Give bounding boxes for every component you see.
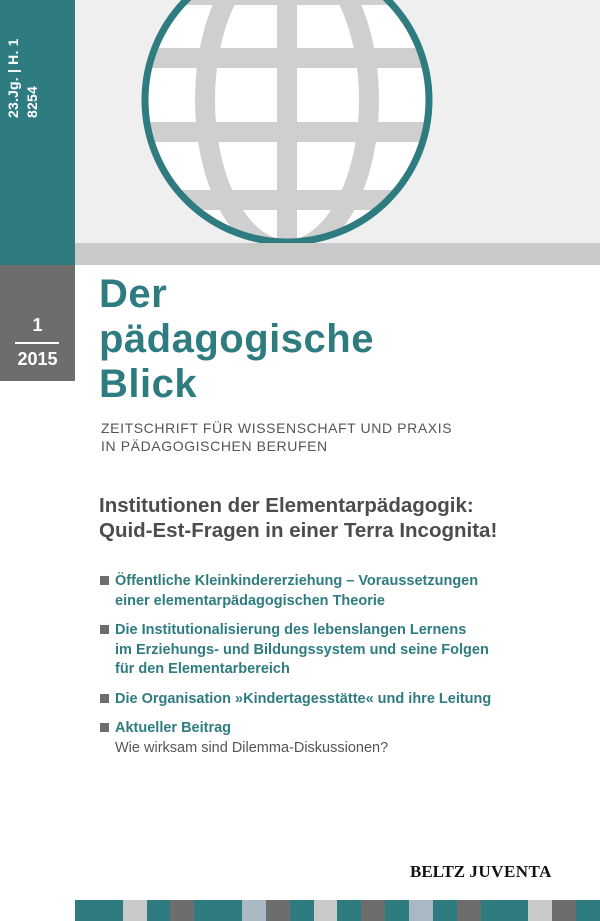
banner-divider	[75, 243, 600, 265]
issue-box	[0, 265, 75, 381]
color-bar-segment	[123, 900, 147, 921]
subtitle-line: IN PÄDAGOGISCHEN BERUFEN	[101, 438, 328, 454]
color-bar-segment	[552, 900, 576, 921]
color-bar-segment	[337, 900, 361, 921]
toc-item	[99, 690, 579, 710]
color-bar-segment	[75, 900, 99, 921]
color-bar-segment	[147, 900, 171, 921]
globe-banner	[75, 0, 600, 243]
toc-title: Die Institutionalisierung des lebenslangen Lernens im Erziehungs- und Bildungssystem und seine Folgen für den Elementarbereich	[115, 622, 489, 677]
journal-subtitle	[101, 419, 452, 455]
title-line: Der	[99, 272, 168, 316]
color-bar-segment	[266, 900, 290, 921]
color-bar-segment	[290, 900, 314, 921]
subtitle-line: ZEITSCHRIFT FÜR WISSENSCHAFT UND PRAXIS	[101, 420, 453, 436]
issue-divider	[15, 342, 59, 344]
publisher-logo	[410, 862, 552, 882]
title-line: pädagogische	[99, 317, 374, 361]
color-bar-segment	[170, 900, 194, 921]
color-bar-segment	[576, 900, 600, 921]
decorative-color-bar	[75, 900, 600, 921]
color-bar-segment	[99, 900, 123, 921]
toc-subtitle: Wie wirksam sind Dilemma-Diskussionen?	[115, 739, 389, 756]
color-bar-segment	[528, 900, 552, 921]
color-bar-segment	[457, 900, 481, 921]
color-bar-segment	[481, 900, 505, 921]
volume-issue: 23.Jg. | H. 1	[5, 38, 21, 118]
publisher-name-part2: JUVENTA	[469, 862, 552, 881]
table-of-contents	[99, 572, 579, 768]
issue-year: 2015	[17, 349, 58, 369]
title-line: Blick	[99, 362, 198, 406]
square-bullet-icon	[100, 723, 109, 732]
issue-number: 1	[32, 315, 43, 335]
square-bullet-icon	[100, 694, 109, 703]
toc-item	[99, 621, 579, 680]
color-bar-segment	[218, 900, 242, 921]
color-bar-segment	[361, 900, 385, 921]
headline-line: Quid-Est-Fragen in einer Terra Incognita!	[99, 519, 498, 542]
color-bar-segment	[504, 900, 528, 921]
toc-title: Die Organisation »Kindertagesstätte« und ihre Leitung	[115, 690, 492, 707]
spine-panel	[0, 0, 75, 265]
journal-title	[99, 272, 374, 407]
square-bullet-icon	[100, 625, 109, 634]
globe-icon	[75, 0, 600, 243]
color-bar-segment	[409, 900, 433, 921]
color-bar-segment	[433, 900, 457, 921]
toc-item	[99, 572, 579, 611]
publisher-name-part1: BELTZ	[410, 862, 466, 881]
color-bar-segment	[242, 900, 266, 921]
journal-number: 8254	[24, 86, 40, 118]
toc-item	[99, 719, 579, 758]
toc-title: Öffentliche Kleinkindererziehung – Voraussetzungen einer elementarpädagogischen Theorie	[115, 573, 479, 609]
headline-line: Institutionen der Elementarpädagogik:	[99, 494, 474, 517]
color-bar-segment	[314, 900, 338, 921]
square-bullet-icon	[100, 576, 109, 585]
volume-info	[4, 8, 42, 118]
toc-title: Aktueller Beitrag	[115, 720, 232, 736]
color-bar-segment	[194, 900, 218, 921]
issue-headline	[99, 493, 497, 543]
color-bar-segment	[385, 900, 409, 921]
